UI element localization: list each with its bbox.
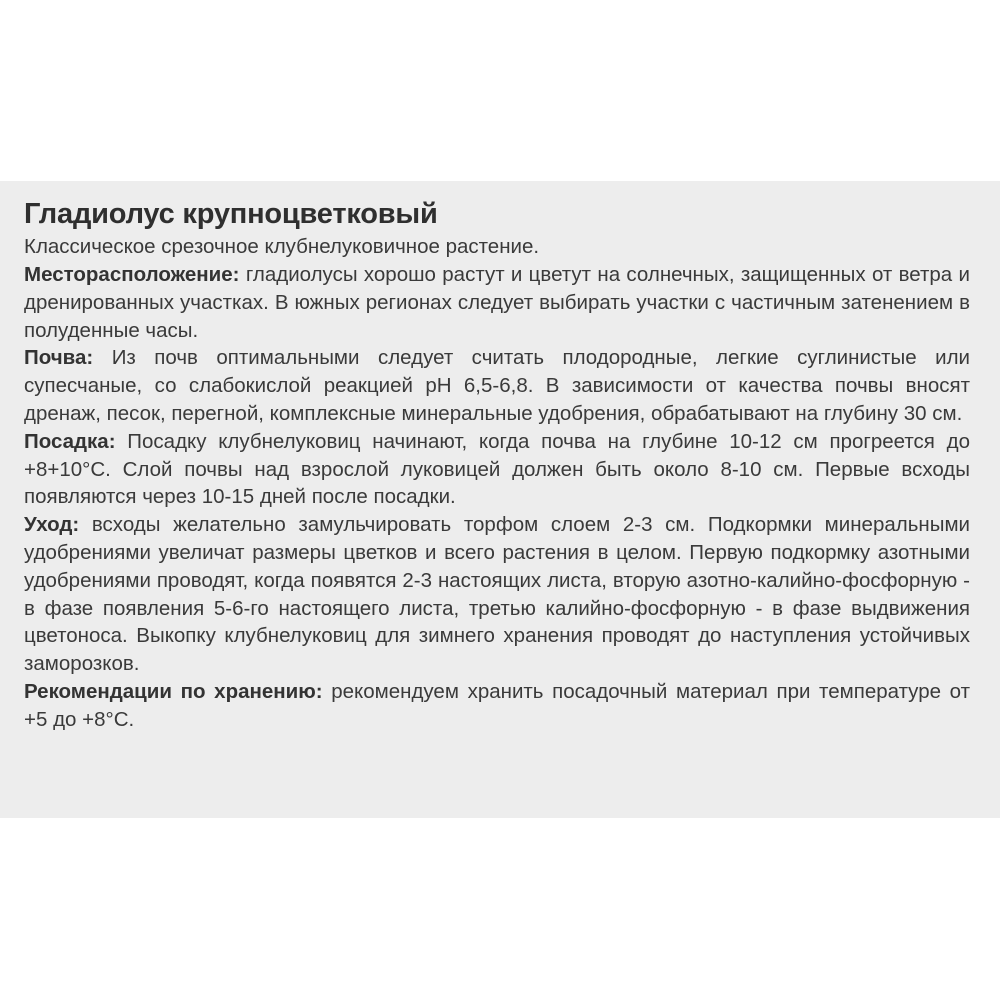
section-storage <box>24 678 970 734</box>
section-location <box>24 261 970 344</box>
section-soil <box>24 344 970 427</box>
section-storage-label: Рекомендации по хранению: <box>24 679 323 703</box>
section-soil-label: Почва: <box>24 346 94 370</box>
section-care-text: всходы желательно замульчировать торфом слоем 2-3 см. Подкормки минеральными удобрениями увеличат размеры цветков и всего растения в целом. Первую подкормку азотными удобрениями проводят, когда появятся 2-3 настоящих листа, вторую азотно-калийно-фосфорную - в фазе появления 5-6-го настоящего листа, третью калийно-фосфорную - в фазе выдвижения цветоноса. Выкопку клубнелуковиц для зимнего хранения проводят до наступления устойчивых заморозков. <box>24 513 970 676</box>
section-care-label: Уход: <box>24 513 80 537</box>
document-title: Гладиолус крупноцветковый <box>24 198 438 230</box>
section-location-label: Месторасположение: <box>24 263 240 286</box>
section-soil-text: Из почв оптимальными следует считать плодородные, легкие суглинистые или супесчаные, со слабокислой реакцией pH 6,5-6,8. В зависимости от качества почвы вносят дренаж, песок, перегной, комплексные минеральные удобрения, обрабатывают на глубину 30 см. <box>24 346 970 425</box>
product-info-card <box>0 181 1000 818</box>
section-planting-label: Посадка: <box>24 429 116 453</box>
document-subtitle: Классическое срезочное клубнелуковичное растение. <box>24 235 540 258</box>
section-care <box>24 511 970 678</box>
section-location-text: гладиолусы хорошо растут и цветут на солнечных, защищенных от ветра и дренированных участках. В южных регионах следует выбирать участки с частичным затенением в полуденные часы. <box>24 263 970 342</box>
section-storage-text: рекомендуем хранить посадочный материал при температуре от +5 до +8°С. <box>24 679 970 731</box>
section-planting-text: Посадку клубнелуковиц начинают, когда почва на глубине 10-12 см прогреется до +8+10°С. Слой почвы над взрослой луковицей должен быть около 8-10 см. Первые всходы появляются через 10-15 дней после посадки. <box>24 429 970 509</box>
section-planting <box>24 428 970 511</box>
